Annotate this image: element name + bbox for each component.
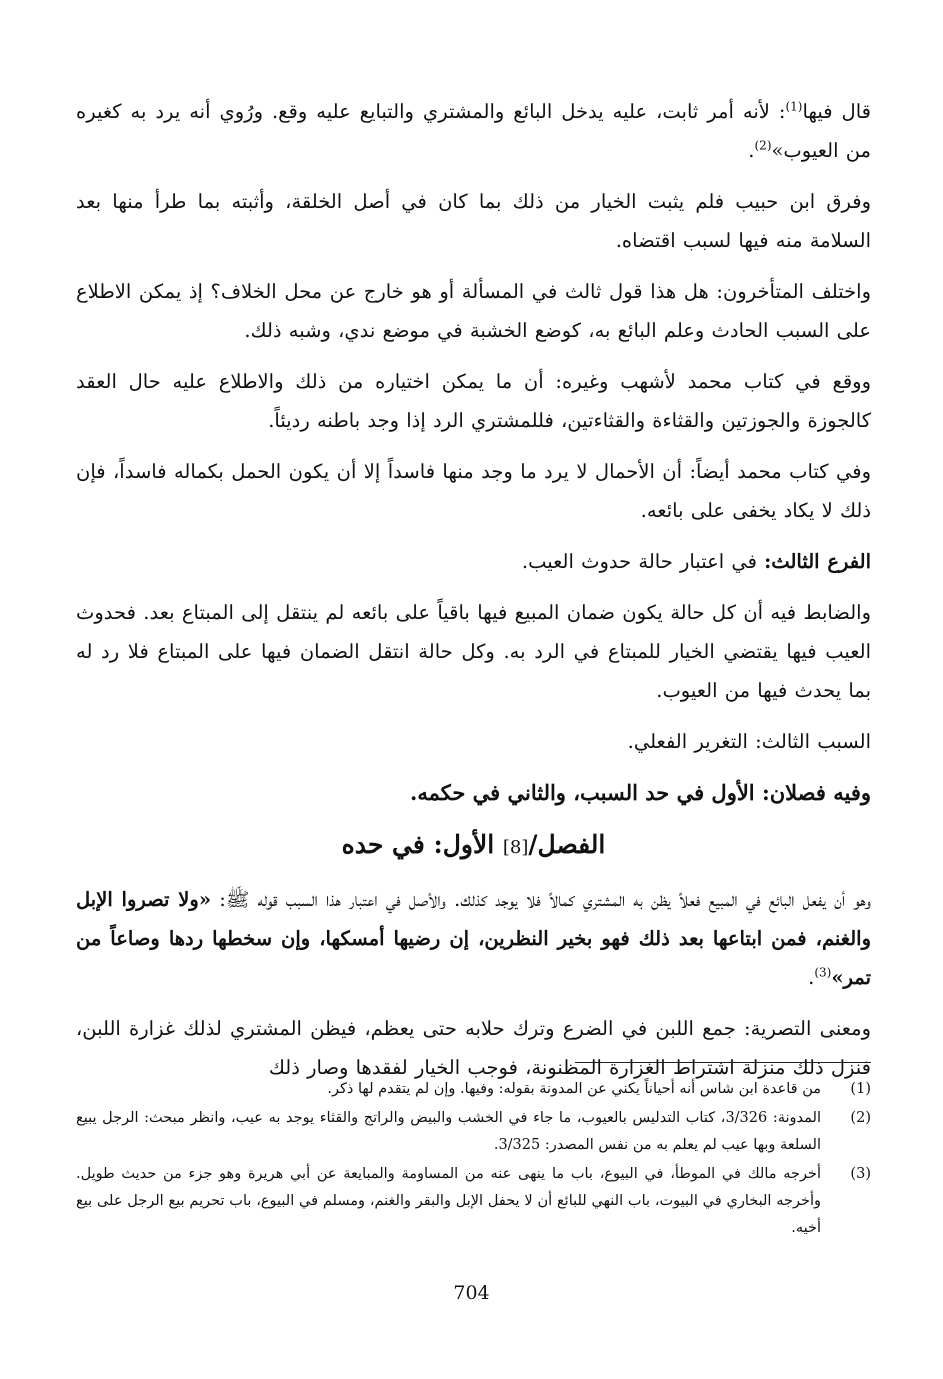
section-title: [76, 823, 871, 870]
section-title-a: الفصل/: [528, 830, 606, 859]
paragraph-1-text-c: .: [748, 139, 755, 162]
paragraph-10-text-c: .: [808, 966, 815, 989]
footnote-1: [76, 1076, 871, 1103]
footnote-text: المدونة: 3/326، كتاب التدليس بالعيوب، ما جاء في الخشب والبيض والراتج والقثاء يوجد به عيب، وانظر مبحث: الرجل يبيع السلعة وبها عيب لم يعلم به من نفس المصدر: 3/325.: [76, 1110, 822, 1153]
footnote-3: [76, 1161, 871, 1242]
page-marker: [8]: [502, 837, 529, 858]
paragraph-10: [76, 880, 871, 997]
section-title-b: الأول: في حده: [341, 830, 503, 859]
footnote-number: (2): [850, 1110, 871, 1126]
paragraph-1-text-b: : لأنه أمر ثابت، عليه يدخل البائع والمشتري والتبايع عليه وقع. ورُوي أنه يرد به كغيره من العيوب»: [76, 100, 871, 162]
footnote-text: أخرجه مالك في الموطأ، في البيوع، باب ما ينهى عنه من المساومة والمبايعة عن أبي هريرة وهو جزء من حديث طويل. وأخرجه البخاري في البيوت، باب النهي للبائع أن لا يحفل الإبل والبقر والغنم، ومسلم في البيوع، باب تحريم بيع الرجل على بيع أخيه.: [76, 1166, 821, 1236]
footnote-2: [76, 1105, 871, 1159]
footnote-ref-3[interactable]: (3): [814, 965, 832, 980]
subsection-label: الفرع الثالث:: [764, 550, 871, 573]
paragraph-2: وفرق ابن حبيب فلم يثبت الخيار من ذلك بما كان في أصل الخلقة، وأثبته بما طرأ منها بعد السلامة منه فيها لسبب اقتضاه.: [76, 190, 871, 252]
paragraph-8: السبب الثالث: التغرير الفعلي.: [627, 730, 871, 753]
page-number: 704: [453, 1282, 490, 1304]
hadith-quote: «ولا تصروا الإبل والغنم، فمن ابتاعها بعد ذلك فهو بخير النظرين، إن رضيها أمسكها، وإن سخطها ردها وصاعاً من تمر»: [76, 888, 871, 989]
paragraph-11: ومعنى التصرية: جمع اللبن في الضرع وترك حلابه حتى يعظم، فيظن المشتري لذلك غزارة اللبن، فنزل ذلك منزلة اشتراط الغزارة المظنونة، فوجب الخيار لفقدها وصار ذلك: [76, 1017, 871, 1079]
footnotes: [76, 1076, 871, 1244]
paragraph-6-text: في اعتبار حالة حدوث العيب.: [521, 550, 765, 573]
paragraph-10-text-a: وهو أن يفعل البائع في المبيع فعلاً يظن به المشتري كمالاً فلا يوجد كذلك. والأصل في اعتبار هذا السبب قوله ﷺ:: [211, 888, 872, 911]
paragraph-1-text-a: قال فيها: [802, 100, 871, 123]
paragraph-6: [76, 542, 871, 581]
footnote-ref-1[interactable]: (1): [785, 99, 803, 114]
paragraph-1: [76, 92, 871, 170]
paragraph-5: وفي كتاب محمد أيضاً: أن الأحمال لا يرد ما وجد منها فاسداً إلا أن يكون الحمل بكماله فاسداً، فإن ذلك لا يكاد يخفى على بائعه.: [76, 460, 871, 522]
paragraph-4: ووقع في كتاب محمد لأشهب وغيره: أن ما يمكن اختياره من ذلك والاطلاع عليه حال العقد كالجوزة والجوزتين والقثاءة والقثاءتين، فللمشتري الرد إذا وجد باطنه رديئاً.: [76, 370, 871, 432]
footnote-number: (1): [850, 1081, 871, 1097]
footnote-text: من قاعدة ابن شاس أنه أحياناً يكني عن المدونة بقوله: وفيها. وإن لم يتقدم لها ذكر.: [327, 1081, 821, 1097]
paragraph-7: والضابط فيه أن كل حالة يكون ضمان المبيع فيها باقياً على بائعه لم ينتقل إلى المبتاع بعد. فحدوث العيب فيها يقتضي الخيار للمبتاع في الرد به. وكل حالة انتقل الضمان فيها على المبتاع فلا رد له بما يحدث فيها من العيوب.: [76, 601, 871, 702]
footnote-ref-2[interactable]: (2): [754, 138, 772, 153]
chapters-intro: وفيه فصلان: الأول في حد السبب، والثاني في حكمه.: [410, 780, 871, 805]
footnote-divider: [575, 1062, 871, 1063]
footnote-number: (3): [850, 1166, 871, 1182]
paragraph-3: واختلف المتأخرون: هل هذا قول ثالث في المسألة أو هو خارج عن محل الخلاف؟ إذ يمكن الاطلاع على السبب الحادث وعلم البائع به، كوضع الخشبة في موضع ندي، وشبه ذلك.: [76, 280, 871, 342]
